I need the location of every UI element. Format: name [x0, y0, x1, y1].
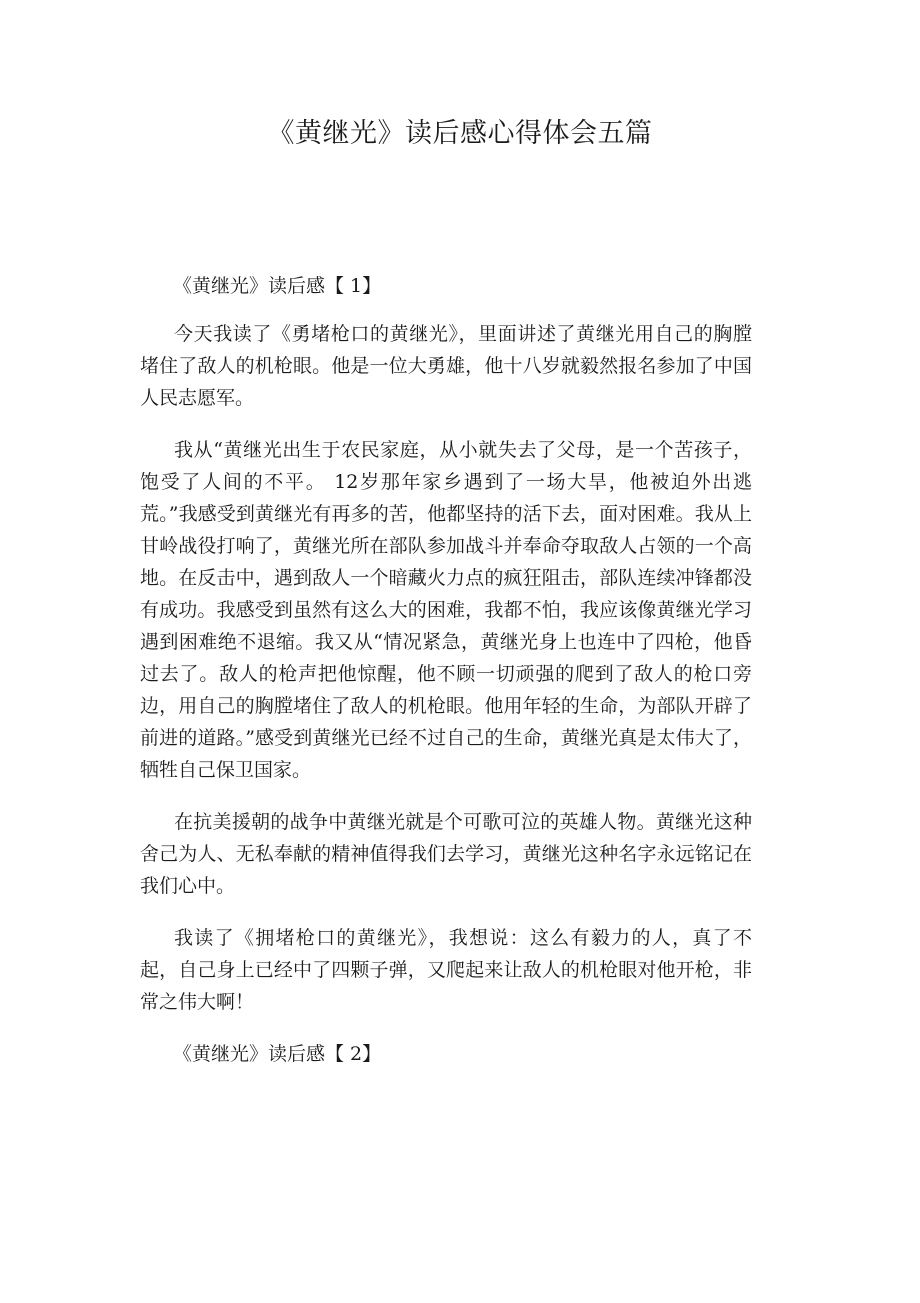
paragraph-1: 今天我读了《勇堵枪口的黄继光》，里面讲述了黄继光用自己的胸膛堵住了敌人的机枪眼。他是一位大勇雄，他十八岁就毅然报名参加了中国人民志愿军。 — [140, 323, 752, 409]
document-title: 《黄继光》读后感心得体会五篇 — [267, 118, 653, 149]
paragraph-3: 在抗美援朝的战争中黄继光就是个可歌可泣的英雄人物。黄继光这种舍己为人、无私奉献的精神值得我们去学习，黄继光这种名字永远铭记在我们心中。 — [140, 811, 752, 897]
section-heading-1: 《黄继光》读后感【 1】 — [173, 275, 382, 297]
paragraph-4: 我读了《拥堵枪口的黄继光》，我想说：这么有毅力的人，真了不起，自己身上已经中了四颗子弹，又爬起来让敌人的机枪眼对他开枪，非常之伟大啊！ — [140, 927, 752, 1013]
paragraph-2: 我从“黄继光出生于农民家庭，从小就失去了父母，是一个苦孩子，饱受了人间的不平。 12岁那年家乡遇到了一场大旱，他被迫外出逃荒。”我感受到黄继光有再多的苦，他都坚持的活下去，面对困难。我从上甘岭战役打响了，黄继光所在部队参加战斗并奉命夺取敌人占领的一个高地。在反击中，遇到敌人一个暗藏火力点的疯狂阻击，部队连续冲锋都没有成功。我感受到虽然有这么大的困难，我都不怕，我应该像黄继光学习遇到困难绝不退缩。我又从“情况紧急，黄继光身上也连中了四枪，他昏过去了。敌人的枪声把他惊醒，他不顾一切顽强的爬到了敌人的枪口旁边，用自己的胸膛堵住了敌人的机枪眼。他用年轻的生命，为部队开辟了前进的道路。”感受到黄继光已经不过自己的生命，黄继光真是太伟大了，牺牲自己保卫国家。 — [140, 439, 752, 781]
document-body — [140, 270, 752, 1070]
section-heading-2: 《黄继光》读后感【 2】 — [173, 1043, 382, 1065]
